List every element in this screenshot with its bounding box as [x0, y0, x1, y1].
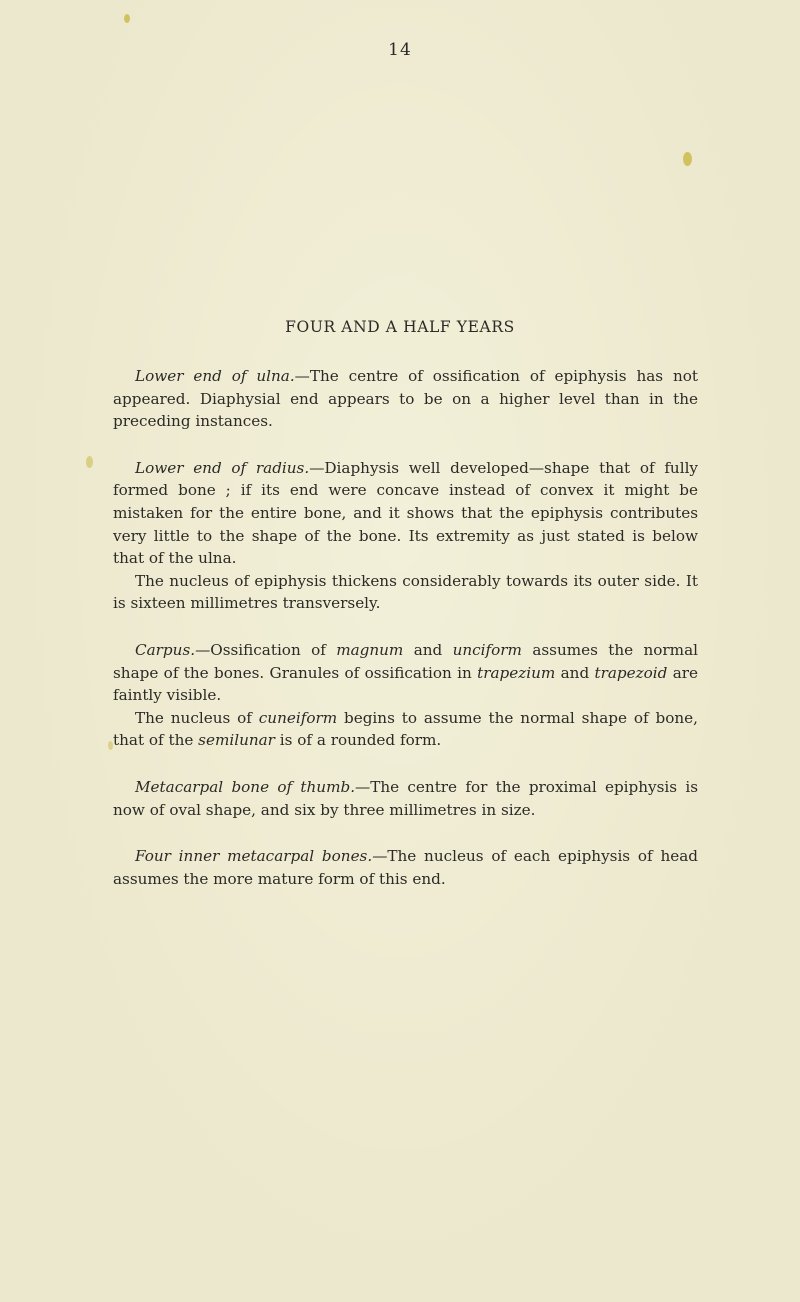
paragraph-text: The nucleus of epiphysis thickens considerably towards its outer side. It is sixteen millimetres transversely. [113, 571, 698, 613]
bone-name: unciform [452, 640, 522, 659]
paper-speck [683, 152, 692, 166]
paragraph-lead: Four inner metacarpal bones. [135, 847, 373, 866]
paragraph-radius-nucleus [113, 570, 698, 615]
bone-name: semilunar [198, 731, 275, 750]
paragraph-lead: Lower end of ulna. [135, 367, 295, 385]
paragraph-text: —The nucleus of each epiphysis of head assumes the more mature form of this end. [113, 847, 698, 888]
bone-name: magnum [336, 640, 404, 659]
paragraph-radius [113, 457, 698, 570]
paper-speck [124, 14, 130, 23]
paragraph-text: —Ossification of [195, 640, 337, 659]
page-number: 14 [388, 40, 412, 60]
paragraph-ulna [113, 365, 698, 433]
paragraph-carpus [113, 639, 698, 707]
bone-name: trapezoid [594, 663, 668, 682]
paragraph-text: is of a rounded form. [274, 731, 442, 750]
paragraph-text: —The centre for the proximal epiphysis is now of oval shape, and six by three millimetres in size. [113, 777, 699, 819]
paragraph-text: begins to assume the normal shape of bone, that of the [113, 708, 698, 750]
paragraph-cuneiform [113, 707, 698, 752]
paragraph-lead: Metacarpal bone of thumb. [135, 777, 356, 796]
body-text [113, 365, 698, 890]
paragraph-text: The nucleus of [135, 708, 259, 727]
paragraph-text: —Diaphysis well developed—shape that of fully formed bone ; if its end were concave instead of convex it might be mistaken for the entire bone, and it shows that the epiphysis contributes very little to the shape of the bone. Its extremity as just stated is below that of the ulna. [113, 458, 699, 568]
section-heading: FOUR AND A HALF YEARS [285, 318, 515, 336]
paragraph-text: —The centre of ossification of epiphysis has not appeared. Diaphysial end appears to be on a higher level than in the preceding instances. [113, 367, 698, 431]
paragraph-text: assumes the normal shape of the bones. Granules of ossification in [113, 640, 698, 682]
paragraph-text: and [555, 663, 595, 682]
bone-name: trapezium [477, 663, 556, 682]
paragraph-lead: Carpus. [135, 640, 196, 659]
bone-name: cuneiform [258, 708, 338, 727]
paragraph-lead: Lower end of radius. [135, 458, 310, 477]
paragraph-text: are faintly visible. [113, 663, 699, 705]
paragraph-thumb [113, 776, 698, 821]
paragraph-metacarpals [113, 845, 698, 890]
paper-speck [86, 456, 93, 468]
paragraph-text: and [403, 640, 453, 659]
